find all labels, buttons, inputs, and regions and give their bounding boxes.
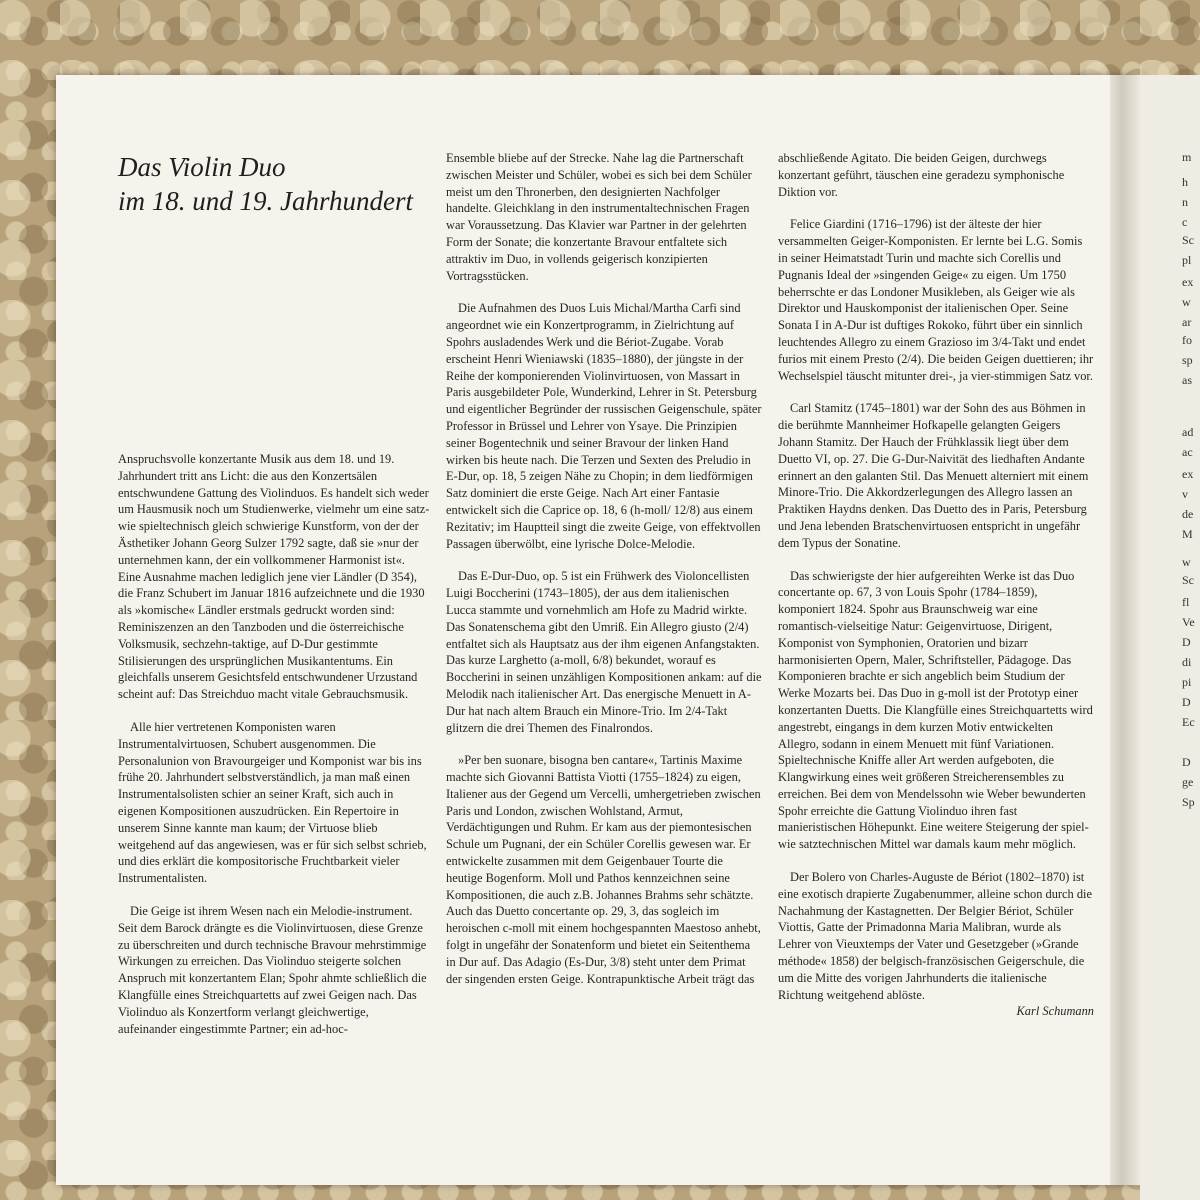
page-title: [118, 150, 448, 218]
paragraph: Alle hier vertretenen Komponisten waren Instrumentalvirtuosen, Schubert ausgenommen. Die Personalunion von Bravourgeiger und Komponist war bis ins frühe 20. Jahrhundert selbstverständlich, ja man maß einen Instrumentalsolisten schier an seiner Kraft, sich auch in eigenen Kompositionen auszudrücken. Ein Repertoire in unserem Sinne kannte man kaum; der Virtuose blieb weitgehend auf das angewiesen, was er für sich selbst schrieb, und dies erklärt die kompositorische Fruchtbarkeit vieler Instrumentalisten.: [118, 719, 427, 886]
right-page-text-fragment: pi: [1182, 675, 1192, 689]
right-page-text-fragment: w: [1182, 295, 1191, 309]
paragraph: Das E-Dur-Duo, op. 5 ist ein Frühwerk des Violoncellisten Luigi Boccherini (1743–1805), der aus dem italienischen Lucca stammte und vornehmlich am Hofe zu Madrid wirkte. Das Sonatenschema gibt den Umriß. Ein Allegro giusto (2/4) entfaltet sich als Hauptsatz aus der ihm eigenen Anfangstakten. Das kurze Larghetto (a-moll, 6/8) bekundet, worauf es Boccherini in seinen unzähligen Kompositionen ankam: auf die Melodik nach italienischer Art. Das energische Menuett in A-Dur hat nach altem Brauch ein Minore-Trio. Im 2/4-Takt glitzern die drei Themen des Finalrondos.: [446, 569, 762, 735]
author-signature: Karl Schumann: [1016, 1004, 1094, 1019]
right-page-text-fragment: fl: [1182, 595, 1190, 609]
paragraph: Anspruchsvolle konzertante Musik aus dem 18. und 19. Jahrhundert tritt ans Licht: die aus den Konzertsälen entschwundene Gattung des Violinduos. Es handelt sich weder um Hausmusik noch um Studienwerke, vielmehr um eine satz- wie spieltechnisch gleich schwierige Kunstform, von der der Ästhetiker Johann Georg Sulzer 1792 sagte, daß sie »nur der unternehmen kann, der ein vollkommener Harmonist ist«. Eine Ausnahme machen lediglich jene vier Ländler (D 354), die Franz Schubert im Januar 1816 aufzeichnete und die 1930 als »komische« Ländler erstmals gedruckt worden sind: Reminiszenzen an den Tanzboden und die österreichische Volksmusik, sechzehn-taktige, auf D-Dur gestimmte Stilisierungen des ursprünglichen Musikantentums. Ein gleichfalls unserem Gesichtsfeld entschwundener Urzustand scheint auf: Das Streichduo macht vitale Gebrauchsmusik.: [118, 452, 430, 702]
right-page-text-fragment: de: [1182, 507, 1194, 521]
right-page-text-fragment: c: [1182, 215, 1188, 229]
paragraph: Die Aufnahmen des Duos Luis Michal/Martha Carfi sind angeordnet wie ein Konzertprogramm, in Zielrichtung auf Spohrs ausladendes Werk und die Bériot-Zugabe. Vorab erscheint Henri Wieniawski (1835–1880), der jüngste in der Reihe der komponierenden Violinvirtuosen, von Massart in Paris ausgebildeter Pole, Wunderkind, Lehrer in St. Petersburg und eigentlicher Begründer der russischen Geigenschule, später Professor in Brüssel und Lehrer von Ysaye. Die Prinzipien seiner Bogentechnik und seiner Bravour der linken Hand wirken bis heute nach. Die Terzen und Sexten des Preludio in E-Dur, op. 18, 5 zeigen Nähe zu Chopin; in dem liedförmigen Satz dominiert die erste Geige. Nach Art einer Fantasie entwickelt sich die Caprice op. 18, 6 (h-moll/ 12/8) aus einem Rezitativ; im Hauptteil singt die zweite Geige, von effektvollen Passagen überwölbt, eine lyrische Dolce-Melodie.: [446, 301, 762, 551]
booklet-spine: [1110, 75, 1140, 1185]
right-page-text-fragment: ex: [1182, 275, 1194, 289]
right-page-text-fragment: Ve: [1182, 615, 1195, 629]
right-page-text-fragment: M: [1182, 527, 1193, 541]
right-page-text-fragment: m: [1182, 150, 1192, 164]
right-page-text-fragment: pl: [1182, 253, 1192, 267]
paragraph: Die Geige ist ihrem Wesen nach ein Melodie-instrument. Seit dem Barock drängte es die Violinvirtuosen, diese Grenze zu überschreiten und durch technische Bravour mehrstimmige Wirkungen zu erreichen. Das Violinduo steigerte solchen Anspruch mit konzertantem Elan; Spohr ahmte schließlich die Klangfülle eines Streichquartetts auf zwei Geigen nach. Das Violinduo als Konzertform verlangt gleichwertige, aufeinander eingestimmte Partner; ein ad-hoc-: [118, 903, 427, 1036]
right-page-text-fragment: di: [1182, 655, 1192, 669]
text-column-3: [778, 150, 1094, 1020]
right-page-text-fragment: ad: [1182, 425, 1194, 439]
right-page-text-fragment: ex: [1182, 467, 1194, 481]
right-page-text-fragment: sp: [1182, 353, 1193, 367]
right-page-text-fragment: h: [1182, 175, 1188, 189]
paragraph: Carl Stamitz (1745–1801) war der Sohn des aus Böhmen in die berühmte Mannheimer Hofkapelle gelangten Geigers Johann Stamitz. Der Hauch der Frühklassik liegt über dem Duetto VI, op. 27. Die G-Dur-Naivität des liedhaften Andante erinnert an den galanten Stil. Das Menuett alterniert mit einem Minore-Trio. Die Akkordzerlegungen des Allegro lassen an Praktiken Haydns denken. Das Duetto des in Paris, Petersburg und Jena lebenden Bratschenvirtuosen entspricht in ungefähr dem Typus der Sonatine.: [778, 401, 1089, 550]
text-column-1: [118, 451, 430, 1053]
right-page-text-fragment: Sp: [1182, 795, 1195, 809]
paragraph: Ensemble bliebe auf der Strecke. Nahe lag die Partnerschaft zwischen Meister und Schüler, wobei es sich bei dem Schüler meist um den Thronerben, den designierten Nachfolger handelte. Gleichklang in den instrumentaltechnischen Fragen war Voraussetzung. Das Klavier war Partner in der gelehrten Form der Sonate; die konzertante Bravour entfaltete sich attraktiv im Duo, in vollends geigerisch konzipierten Vortragsstücken.: [446, 151, 752, 283]
right-page-text-fragment: v: [1182, 487, 1188, 501]
right-page-text-fragment: D: [1182, 635, 1191, 649]
right-page-text-fragment: Sc: [1182, 573, 1194, 587]
right-page-text-fragment: fo: [1182, 333, 1192, 347]
right-page-text-fragment: ar: [1182, 315, 1192, 329]
paragraph: Der Bolero von Charles-Auguste de Bériot (1802–1870) ist eine exotisch drapierte Zugabenummer, alleine schon durch die Nachahmung der Kastagnetten. Der Belgier Bériot, Schüler Viottis, Gatte der Primadonna Maria Malibran, wurde als Lehrer von Vieuxtemps der Vater und Gesetzgeber (»Grande méthode« 1858) der belgisch-französischen Geigerschule, die um die Mitte des vorigen Jahrhunderts die italienische Richtung weitgehend ablöste.: [778, 870, 1092, 1002]
paragraph: Felice Giardini (1716–1796) ist der älteste der hier versammelten Geiger-Komponisten. Er lernte bei L.G. Somis in seiner Heimatstadt Turin und machte sich Corellis und Pugnanis Ideal der »singenden Geige« zu eigen. Um 1750 beherrschte er das Londoner Musikleben, als Geiger wie als Direktor und Hauskomponist der italienischen Oper. Seine Sonata I in A-Dur ist duftiges Rokoko, führt über ein sinnlich leuchtendes Allegro zu einem Grazioso im 3/4-Takt und endet furios mit einem Presto (2/4). Die beiden Geigen duettieren; ihr Wechselspiel täuscht mitunter drei-, ja vier-stimmigen Satz vor.: [778, 217, 1094, 383]
right-page-text-fragment: Ec: [1182, 715, 1195, 729]
title-line-2: im 18. und 19. Jahrhundert: [118, 186, 413, 216]
right-page-text-fragment: w: [1182, 555, 1191, 569]
title-line-1: Das Violin Duo: [118, 152, 286, 182]
right-page-text-fragment: ac: [1182, 445, 1193, 459]
right-page-text-fragment: n: [1182, 195, 1188, 209]
paragraph: »Per ben suonare, bisogna ben cantare«, Tartinis Maxime machte sich Giovanni Battista Viotti (1755–1824) zu eigen, Italiener aus der Gegend um Vercelli, umhergetrieben zwischen Paris und London, zwischen Wohlstand, Armut, Verdächtigungen und Ruhm. Er kam aus der piemontesischen Schule um Pugnani, der ein Schüler Corellis gewesen war. Er entwickelte zusammen mit dem Geigenbauer Tourte die heutige Bogenform. Moll und Pathos kennzeichnen seine Kompositionen, die auch z.B. Johannes Brahms sehr schätzte. Auch das Duetto concertante op. 29, 3, das sogleich im heroischen c-moll mit einem hochgespannten Maestoso anhebt, folgt in ungefähr der Sonatenform und bietet ein Seitenthema in Dur auf. Das Adagio (Es-Dur, 3/8) steht unter dem Primat der singenden ersten Geige. Kontrapunktische Arbeit trägt das: [446, 753, 761, 986]
paragraph: abschließende Agitato. Die beiden Geigen, durchwegs konzertant geführt, täuschen eine geradezu symphonische Diktion vor.: [778, 151, 1065, 199]
right-page-text-fragment: D: [1182, 755, 1191, 769]
right-page-text-fragment: D: [1182, 695, 1191, 709]
right-page-text-fragment: ge: [1182, 775, 1194, 789]
text-column-2: [446, 150, 762, 1003]
paragraph: Das schwierigste der hier aufgereihten Werke ist das Duo concertante op. 67, 3 von Louis Spohr (1784–1859), komponiert 1824. Spohr aus Braunschweig war eine romantisch-vielseitige Natur: Geigenvirtuose, Dirigent, Komponist von Symphonien, Oratorien und bizarr harmonisierten Opern, Maler, Schriftsteller, Pädagoge. Das Komponieren brachte er sich angeblich beim Studium der Werke Mozarts bei. Das Duo in g-moll ist der Prototyp einer konzertanten Duetts. Die Klangfülle eines Streichquartetts wird angestrebt, eingangs in dem kurzen Motiv entwickelten Allegro, sodann in einem Menuett mit fünf Variationen. Spieltechnische Kniffe aller Art werden aufgeboten, die Klangwirkung eines weit größeren Streicherensembles zu erreichen. Bei dem von Mendelssohn wie Weber bewunderten Spohr erreichte die Gattung Violinduo ihren fast manieristischen Höhepunkt. Eine weitere Steigerung der spiel- wie satztechnischen Mittel war damals kaum mehr möglich.: [778, 568, 1093, 852]
right-page-edge: [1140, 75, 1200, 1200]
right-page-text-fragment: Sc: [1182, 233, 1194, 247]
right-page-text-fragment: as: [1182, 373, 1192, 387]
